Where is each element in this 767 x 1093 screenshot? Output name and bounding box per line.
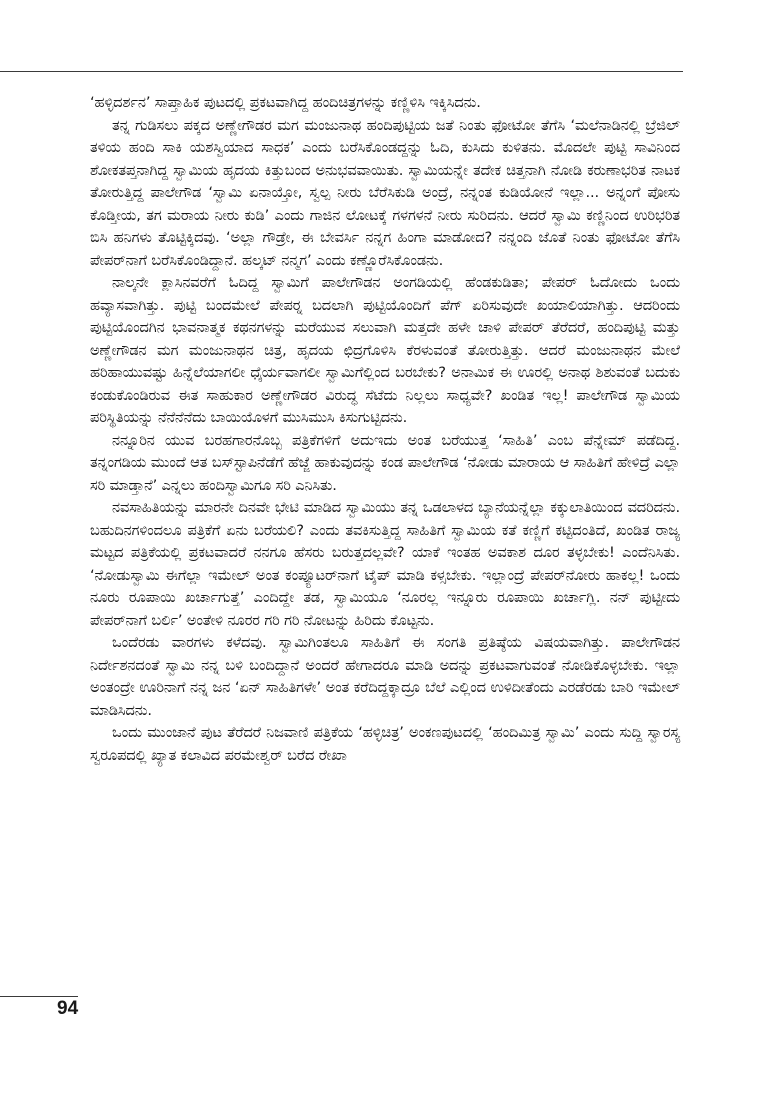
paragraph-3: ನಾಲ್ಕನೇ ಕ್ಲಾಸಿನವರೆಗೆ ಓದಿದ್ದ ಸ್ವಾಮಿಗೆ ಪಾಲೇಗೌಡನ ಅಂಗಡಿಯಲ್ಲಿ ಹೆಂಡಕುಡಿತಾ; ಪೇಪರ್ ಓದೋದು ಒಂದು ಹವ್ಯಾಸವಾಗಿತ್ತು. ಪುಟ್ಟಿ ಬಂದಮೇಲೆ ಪೇಪರ್‍ನ ಬದಲಾಗಿ ಪುಟ್ಟಿಯೊಂದಿಗೆ ಪೆಗ್ ಏರಿಸುವುದೇ ಖಯಾಲಿಯಾಗಿತ್ತು. ಆದರಿಂದು ಪುಟ್ಟಿಯೊಂದಗಿನ ಭಾವನಾತ್ಮಕ ಕಥನಗಳನ್ನು ಮರೆಯುವ ಸಲುವಾಗಿ ಮತ್ತದೇ ಹಳೇ ಚಾಳಿ ಪೇಪರ್ ತೆರೆದರೆ, ಹಂದಿಪುಟ್ಟಿ ಮತ್ತು ಅಣ್ಣೇಗೌಡನ ಮಗ ಮಂಜುನಾಥನ ಚಿತ್ರ, ಹೃದಯ ಛಿದ್ರಗೊಳಿಸಿ ಕೆರಳುವಂತೆ ತೋರುತ್ತಿತ್ತು. ಆದರೆ ಮಂಜುನಾಥನ ಮೇಲೆ ಹರಿಹಾಯುವಷ್ಟು ಹಿನ್ನೆಲೆಯಾಗಲೀ ಧೈರ್ಯವಾಗಲೀ ಸ್ವಾಮಿಗೆಲ್ಲಿಂದ ಬರಬೇಕು? ಅನಾಮಿಕ ಈ ಊರಲ್ಲಿ ಅನಾಥ ಶಿಶುವಂತೆ ಬದುಕು ಕಂಡುಕೊಂಡಿರುವ ಈತ ಸಾಹುಕಾರ ಅಣ್ಣೇಗೌಡರ ವಿರುದ್ಧ ಸೆಟೆದು ನಿಲ್ಲಲು ಸಾಧ್ಯವೇ? ಖಂಡಿತ ಇಲ್ಲ! ಪಾಲೇಗೌಡ ಸ್ವಾಮಿಯ ಪರಿಸ್ಥಿತಿಯನ್ನು ನೆನೆನೆನೆದು ಬಾಯಿಯೊಳಗೆ ಮುಸಿಮುಸಿ ಕಿಸುಗುಟ್ಟಿದನು. xyxy=(90,274,680,426)
page-body-text xyxy=(90,92,680,767)
paragraph-7: ಒಂದು ಮುಂಜಾನೆ ಪುಟ ತೆರೆದರೆ ನಿಜವಾಣಿ ಪತ್ರಿಕೆಯ ‘ಹಳ್ಳಿಚಿತ್ರ’ ಅಂಕಣಪುಟದಲ್ಲಿ ‘ಹಂದಿಮಿತ್ರ ಸ್ವಾಮಿ’ ಎಂದು ಸುದ್ದಿ ಸ್ವಾರಸ್ಯ ಸ್ವರೂಪದಲ್ಲಿ ಖ್ಯಾತ ಕಲಾವಿದ ಪರಮೇಶ್ವರ್ ಬರೆದ ರೇಖಾ xyxy=(90,724,680,764)
paragraph-4: ನನ್ನೂರಿನ ಯುವ ಬರಹಗಾರನೊಬ್ಬ ಪತ್ರಿಕೆಗಳಿಗೆ ಅದುಇದು ಅಂತ ಬರೆಯುತ್ತ ‘ಸಾಹಿತಿ’ ಎಂಬ ಪೆನ್ನೇಮ್ ಪಡೆದಿದ್ದ. ತನ್ನಂಗಡಿಯ ಮುಂದೆ ಆತ ಬಸ್‌ಸ್ಟಾಪಿನೆಡೆಗೆ ಹೆಜ್ಜೆ ಹಾಕುವುದನ್ನು ಕಂಡ ಪಾಲೇಗೌಡ ‘ನೋಡು ಮಾರಾಯ ಆ ಸಾಹಿತಿಗೆ ಹೇಳಿದ್ರೆ ಎಲ್ಲಾ ಸರಿ ಮಾಡ್ತಾನೆ’ ಎನ್ನಲು ಹಂದಿಸ್ವಾಮಿಗೂ ಸರಿ ಎನಿಸಿತು. xyxy=(90,431,680,494)
paragraph-2: ತನ್ನ ಗುಡಿಸಲು ಪಕ್ಕದ ಅಣ್ಣೇಗೌಡರ ಮಗ ಮಂಜುನಾಥ ಹಂದಿಪುಟ್ಟಿಯ ಜತೆ ನಿಂತು ಫೋಟೋ ತೆಗೆಸಿ ‘ಮಲೆನಾಡಿನಲ್ಲಿ ಬ್ರೆಜಿಲ್ ತಳಿಯ ಹಂದಿ ಸಾಕಿ ಯಶಸ್ವಿಯಾದ ಸಾಧಕ’ ಎಂದು ಬರೆಸಿಕೊಂಡದ್ದನ್ನು ಓದಿ, ಕುಸಿದು ಕುಳಿತನು. ಮೊದಲೇ ಪುಟ್ಟಿ ಸಾವಿನಿಂದ ಶೋಕತಪ್ತನಾಗಿದ್ದ ಸ್ವಾಮಿಯ ಹೃದಯ ಕಿತ್ತುಬಂದ ಅನುಭವವಾಯಿತು. ಸ್ವಾಮಿಯನ್ನೇ ತದೇಕ ಚಿತ್ತನಾಗಿ ನೋಡಿ ಕರುಣಾಭರಿತ ನಾಟಕ ತೋರುತ್ತಿದ್ದ ಪಾಲೇಗೌಡ ‘ಸ್ವಾಮಿ ಏನಾಯ್ತೋ, ಸ್ವಲ್ಪ ನೀರು ಬೆರೆಸಿಕುಡಿ ಅಂದ್ರೆ, ನನ್ನಂತ ಕುಡಿಯೋನೆ ಇಲ್ಲಾ... ಅನ್ನಂಗೆ ಪೋಸು ಕೊಡ್ತೀಯ, ತಗ ಮರಾಯ ನೀರು ಕುಡಿ’ ಎಂದು ಗಾಜಿನ ಲೋಟಕ್ಕೆ ಗಳಗಳನೆ ನೀರು ಸುರಿದನು. ಆದರೆ ಸ್ವಾಮಿ ಕಣ್ಣಿನಿಂದ ಉರಿಭರಿತ ಬಿಸಿ ಹನಿಗಳು ತೊಟ್ಟಿಕ್ಕಿದವು. ‘ಅಲ್ಲಾ ಗೌಡ್ರೇ, ಈ ಬೇವರ್ಸಿ ನನ್ನಗ ಹಿಂಗಾ ಮಾಡೋದ? ನನ್ನಂದಿ ಜೊತೆ ನಿಂತು ಫೋಟೋ ತೆಗೆಸಿ ಪೇಪರ್‌ನಾಗೆ ಬರೆಸಿಕೊಂಡಿದ್ದಾನೆ. ಹಲ್ಕಟ್ ನನ್ಮಗ’ ಎಂದು ಕಣ್ಣೊರೆಸಿಕೊಂಡನು. xyxy=(90,116,680,269)
paragraph-6: ಒಂದೆರಡು ವಾರಗಳು ಕಳೆದವು. ಸ್ವಾಮಿಗಿಂತಲೂ ಸಾಹಿತಿಗೆ ಈ ಸಂಗತಿ ಪ್ರತಿಷ್ಠೆಯ ವಿಷಯವಾಗಿತ್ತು. ಪಾಲೇಗೌಡನ ನಿರ್ದೇಶನದಂತೆ ಸ್ವಾಮಿ ನನ್ನ ಬಳಿ ಬಂದಿದ್ದಾನೆ ಅಂದರೆ ಹೇಗಾದರೂ ಮಾಡಿ ಅದನ್ನು ಪ್ರಕಟವಾಗುವಂತೆ ನೋಡಿಕೊಳ್ಳಬೇಕು. ಇಲ್ಲಾ ಅಂತಂದ್ರೇ ಊರಿನಾಗೆ ನನ್ನ ಜನ ‘ಏನ್ ಸಾಹಿತಿಗಳೇ’ ಅಂತ ಕರೆದಿದ್ದಕ್ಕಾದ್ರೂ ಬೆಲೆ ಎಲ್ಲಿಂದ ಉಳಿದೀತೆಂದು ಎರಡೆರಡು ಬಾರಿ ಇಮೇಲ್ ಮಾಡಿಸಿದನು. xyxy=(90,634,680,719)
paragraph-1: ‘ಹಳ್ಳಿದರ್ಶನ’ ಸಾಪ್ತಾಹಿಕ ಪುಟದಲ್ಲಿ ಪ್ರಕಟವಾಗಿದ್ದ ಹಂದಿಚಿತ್ರಗಳನ್ನು ಕಣ್ಣಿಳಿಸಿ ಇಕ್ಕಿಸಿದನು. xyxy=(90,94,481,111)
paragraph-5: ನವಸಾಹಿತಿಯನ್ನು ಮಾರನೇ ದಿನವೇ ಭೇಟಿ ಮಾಡಿದ ಸ್ವಾಮಿಯು ತನ್ನ ಒಡಲಾಳದ ಬ್ಯಾನೆಯನ್ನೆಲ್ಲಾ ಕಕ್ಕುಲಾತಿಯಿಂದ ವದರಿದನು. ಬಹುದಿನಗಳಿಂದಲೂ ಪತ್ರಿಕೆಗೆ ಏನು ಬರೆಯಲಿ? ಎಂದು ತವಕಿಸುತ್ತಿದ್ದ ಸಾಹಿತಿಗೆ ಸ್ವಾಮಿಯ ಕತೆ ಕಣ್ಣಿಗೆ ಕಟ್ಟಿದಂತಿದೆ, ಖಂಡಿತ ರಾಜ್ಯ ಮಟ್ಟದ ಪತ್ರಿಕೆಯಲ್ಲಿ ಪ್ರಕಟವಾದರೆ ನನಗೂ ಹೆಸರು ಬರುತ್ತದಲ್ಲವೇ? ಯಾಕೆ ಇಂತಹ ಅವಕಾಶ ದೂರ ತಳ್ಳಬೇಕು! ಎಂದೆನಿಸಿತು. ‘ನೋಡುಸ್ವಾಮಿ ಈಗೆಲ್ಲಾ ಇಮೇಲ್ ಅಂತ ಕಂಪ್ಯೂಟರ್‌ನಾಗೆ ಟೈಪ್ ಮಾಡಿ ಕಳ್ಸಬೇಕು. ಇಲ್ಲಾಂದ್ರೆ ಪೇಪರ್‌ನೋರು ಹಾಕಲ್ಲ! ಒಂದು ನೂರು ರೂಪಾಯಿ ಖರ್ಚಾಗುತ್ತೆ’ ಎಂದಿದ್ದೇ ತಡ, ಸ್ವಾಮಿಯೂ ‘ನೂರಲ್ಲ ಇನ್ನೂರು ರೂಪಾಯಿ ಖರ್ಚಾಗ್ಲಿ. ನನ್ ಪುಟ್ಟೀದು ಪೇಪರ್‌ನಾಗೆ ಬರ್ಲಿ’ ಅಂತೇಳಿ ನೂರರ ಗರಿ ಗರಿ ನೋಟನ್ನು ಹಿರಿದು ಕೊಟ್ಟನು. xyxy=(90,499,680,629)
top-rule xyxy=(0,71,683,72)
page-number: 94 xyxy=(57,998,79,1019)
page-number-rule xyxy=(0,996,78,997)
